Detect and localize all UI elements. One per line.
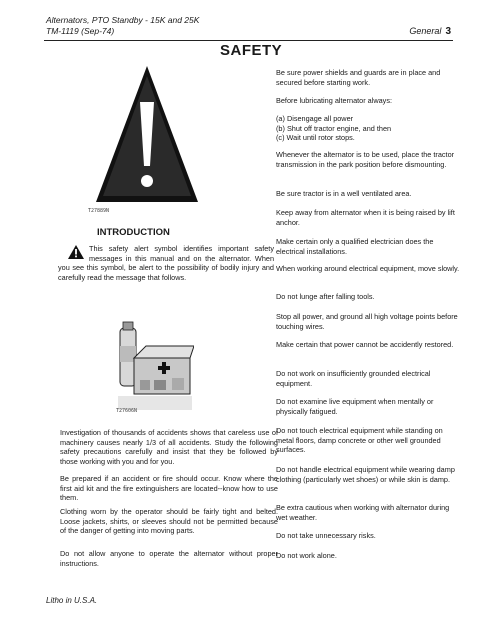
intro-paragraph-4: Do not allow anyone to operate the alternator without proper instructions. [60, 549, 278, 568]
running-header [46, 15, 199, 37]
figure-code-kit: T27606N [116, 408, 138, 414]
safety-item: Do not lunge after falling tools. [276, 292, 375, 301]
header-title: Alternators, PTO Standby - 15K and 25K [46, 15, 200, 25]
page-title: SAFETY [220, 42, 283, 59]
intro-paragraph-3: Clothing worn by the operator should be fairly tight and belted. Loose jackets, shirts, or sleeves should not be permitted because of the danger of getting into moving parts. [60, 507, 278, 536]
step-b: (b) Shut off tractor engine, and then [276, 123, 392, 133]
alert-text: This safety alert symbol identifies important safety messages in this manual and on the alternator. When you see this symbol, be alert to the possibility of bodily injury and carefully read the message that follows. [58, 244, 274, 282]
page-number: 3 [445, 26, 451, 37]
safety-item: Be sure tractor is in a well ventilated area. [276, 189, 412, 198]
section-header [409, 26, 451, 37]
lubrication-steps [276, 114, 462, 143]
alert-paragraph [58, 244, 274, 282]
intro-paragraph-1: Investigation of thousands of accidents shows that careless use of machinery causes nearly 1/3 of all accidents. Study the following safety precautions carefully and insist that they be followed by those working with you and for you. [60, 428, 278, 466]
step-c: (c) Wait until rotor stops. [276, 133, 355, 143]
safety-item: Do not take unnecessary risks. [276, 531, 376, 540]
warning-triangle-illustration [92, 62, 202, 210]
safety-item: Whenever the alternator is to be used, place the tractor transmission in the park position before dismounting. [276, 150, 455, 169]
safety-item: Keep away from alternator when it is being raised by lift anchor. [276, 208, 455, 227]
intro-paragraph-2: Be prepared if an accident or fire should occur. Know where the first aid kit and the fire extinguishers are located--know how to use them. [60, 474, 278, 503]
safety-item: Make certain that power cannot be accidently restored. [276, 340, 454, 349]
right-paragraph-2: Before lubricating alternator always: [276, 96, 392, 105]
safety-item: Do not touch electrical equipment while standing on metal floors, damp concrete or other well grounded surfaces. [276, 426, 443, 455]
safety-item: Do not work alone. [276, 551, 337, 560]
footer-litho: Litho in U.S.A. [46, 596, 98, 605]
step-a: (a) Disengage all power [276, 114, 354, 123]
figure-code-warning: T27889N [88, 208, 110, 214]
safety-item: Do not handle electrical equipment while wearing damp clothing (particularly wet shoes) or while skin is damp. [276, 465, 455, 484]
safety-item: Make certain only a qualified electrician does the electrical installations. [276, 237, 434, 256]
safety-item: Be extra cautious when working with alternator during wet weather. [276, 503, 450, 522]
header-rule [44, 40, 453, 41]
safety-item: When working around electrical equipment, move slowly. [276, 264, 460, 273]
right-paragraph-1: Be sure power shields and guards are in place and secured before starting work. [276, 68, 441, 87]
introduction-heading: INTRODUCTION [97, 227, 170, 238]
header-doc-number: TM-1119 (Sep-74) [46, 26, 115, 36]
safety-item: Stop all power, and ground all high voltage points before touching wires. [276, 312, 458, 331]
safety-alert-icon [68, 245, 84, 259]
safety-item: Do not work on insufficiently grounded electrical equipment. [276, 369, 431, 388]
first-aid-kit-illustration [116, 318, 194, 414]
safety-item: Do not examine live equipment when mentally or physically fatigued. [276, 397, 434, 416]
section-name: General [409, 26, 442, 36]
